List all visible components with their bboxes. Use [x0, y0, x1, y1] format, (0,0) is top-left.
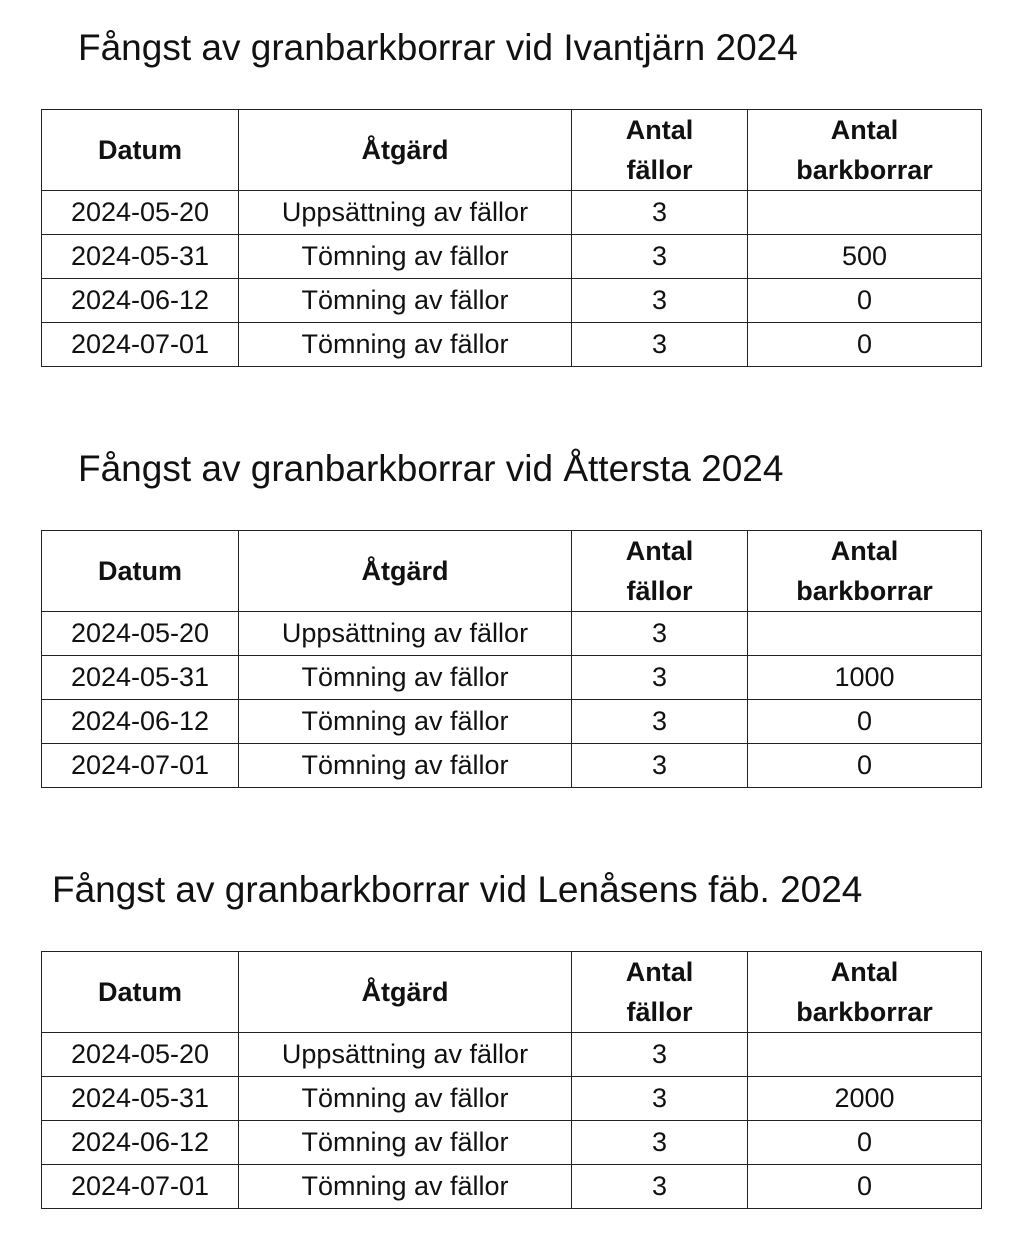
header-datum: Datum: [42, 952, 239, 1033]
cell-antal-barkborrar: 500: [748, 235, 982, 279]
cell-antal-fallor: 3: [572, 323, 748, 367]
cell-atgard: Uppsättning av fällor: [239, 1033, 572, 1077]
cell-atgard: Uppsättning av fällor: [239, 612, 572, 656]
cell-atgard: Tömning av fällor: [239, 1077, 572, 1121]
cell-antal-barkborrar: 1000: [748, 656, 982, 700]
cell-datum: 2024-06-12: [42, 279, 239, 323]
header-atgard: Åtgärd: [239, 531, 572, 612]
table-row: [42, 612, 982, 656]
header-antal-barkborrar: [748, 531, 982, 612]
header-antal-fallor-line1: Antal: [625, 115, 694, 145]
cell-antal-barkborrar: 2000: [748, 1077, 982, 1121]
cell-antal-barkborrar: [748, 191, 982, 235]
cell-datum: 2024-07-01: [42, 744, 239, 788]
table-row: [42, 1165, 982, 1209]
cell-antal-barkborrar: 0: [748, 323, 982, 367]
header-antal-barkborrar-line2: barkborrar: [796, 155, 933, 185]
header-antal-barkborrar: [748, 110, 982, 191]
header-antal-barkborrar: [748, 952, 982, 1033]
cell-antal-fallor: 3: [572, 235, 748, 279]
cell-antal-fallor: 3: [572, 279, 748, 323]
cell-antal-fallor: 3: [572, 700, 748, 744]
table-row: [42, 1077, 982, 1121]
cell-antal-barkborrar: 0: [748, 279, 982, 323]
table-title: Fångst av granbarkborrar vid Lenåsens fäb. 2024: [52, 869, 863, 910]
header-atgard: Åtgärd: [239, 110, 572, 191]
cell-antal-fallor: 3: [572, 1121, 748, 1165]
cell-datum: 2024-06-12: [42, 1121, 239, 1165]
cell-antal-fallor: 3: [572, 1033, 748, 1077]
cell-datum: 2024-07-01: [42, 323, 239, 367]
cell-datum: 2024-05-31: [42, 235, 239, 279]
cell-antal-barkborrar: 0: [748, 744, 982, 788]
catch-table: [41, 951, 982, 1209]
cell-datum: 2024-05-31: [42, 1077, 239, 1121]
table-row: [42, 744, 982, 788]
table-row: [42, 323, 982, 367]
catch-table: [41, 109, 982, 367]
catch-table: [41, 530, 982, 788]
cell-antal-barkborrar: 0: [748, 700, 982, 744]
table-row: [42, 191, 982, 235]
cell-antal-fallor: 3: [572, 744, 748, 788]
cell-antal-barkborrar: 0: [748, 1165, 982, 1209]
cell-datum: 2024-05-31: [42, 656, 239, 700]
header-antal-fallor-line2: fällor: [626, 997, 693, 1027]
header-antal-fallor-line2: fällor: [626, 155, 693, 185]
cell-datum: 2024-05-20: [42, 191, 239, 235]
cell-antal-fallor: 3: [572, 1165, 748, 1209]
table-row: [42, 235, 982, 279]
cell-antal-fallor: 3: [572, 1077, 748, 1121]
header-antal-barkborrar-line1: Antal: [830, 115, 899, 145]
header-antal-fallor: [572, 110, 748, 191]
header-antal-barkborrar-line2: barkborrar: [796, 997, 933, 1027]
table-row: [42, 700, 982, 744]
table-row: [42, 1033, 982, 1077]
header-atgard: Åtgärd: [239, 952, 572, 1033]
header-antal-barkborrar-line1: Antal: [830, 957, 899, 987]
cell-datum: 2024-05-20: [42, 612, 239, 656]
cell-atgard: Tömning av fällor: [239, 700, 572, 744]
header-antal-fallor-line1: Antal: [625, 957, 694, 987]
cell-antal-barkborrar: [748, 612, 982, 656]
cell-datum: 2024-05-20: [42, 1033, 239, 1077]
table-row: [42, 279, 982, 323]
cell-atgard: Tömning av fällor: [239, 279, 572, 323]
table-row: [42, 1121, 982, 1165]
cell-antal-fallor: 3: [572, 191, 748, 235]
cell-datum: 2024-06-12: [42, 700, 239, 744]
header-row: [42, 110, 982, 191]
cell-datum: 2024-07-01: [42, 1165, 239, 1209]
table-row: [42, 656, 982, 700]
table-title: Fångst av granbarkborrar vid Ivantjärn 2024: [78, 27, 798, 68]
header-antal-fallor-line1: Antal: [625, 536, 694, 566]
cell-antal-fallor: 3: [572, 656, 748, 700]
header-antal-fallor: [572, 531, 748, 612]
cell-atgard: Uppsättning av fällor: [239, 191, 572, 235]
header-antal-barkborrar-line1: Antal: [830, 536, 899, 566]
cell-antal-barkborrar: 0: [748, 1121, 982, 1165]
cell-atgard: Tömning av fällor: [239, 1165, 572, 1209]
cell-antal-fallor: 3: [572, 612, 748, 656]
cell-antal-barkborrar: [748, 1033, 982, 1077]
table-title: Fångst av granbarkborrar vid Åttersta 2024: [78, 448, 784, 489]
cell-atgard: Tömning av fällor: [239, 235, 572, 279]
header-row: [42, 531, 982, 612]
cell-atgard: Tömning av fällor: [239, 1121, 572, 1165]
header-antal-fallor: [572, 952, 748, 1033]
header-datum: Datum: [42, 531, 239, 612]
header-antal-barkborrar-line2: barkborrar: [796, 576, 933, 606]
cell-atgard: Tömning av fällor: [239, 323, 572, 367]
cell-atgard: Tömning av fällor: [239, 656, 572, 700]
header-row: [42, 952, 982, 1033]
header-datum: Datum: [42, 110, 239, 191]
header-antal-fallor-line2: fällor: [626, 576, 693, 606]
cell-atgard: Tömning av fällor: [239, 744, 572, 788]
